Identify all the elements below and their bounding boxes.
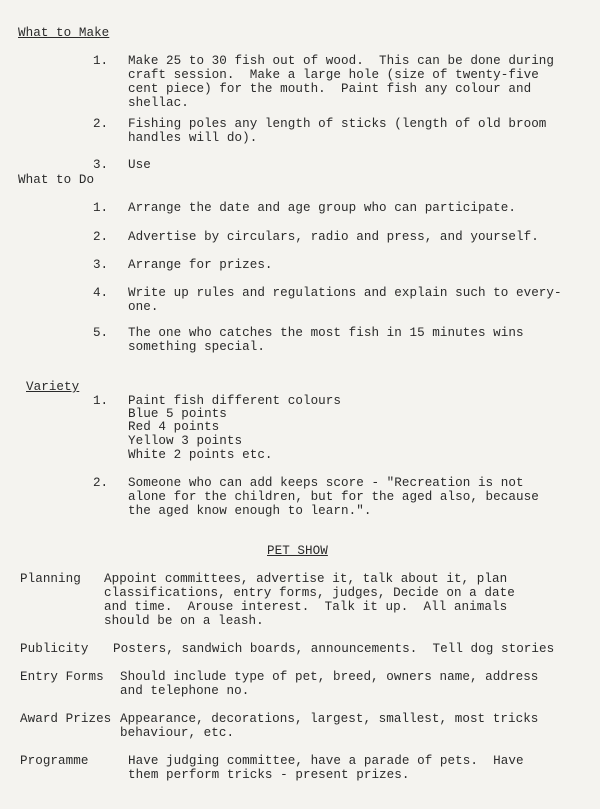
row-label: Award Prizes: [20, 712, 112, 726]
item-line: Paint fish different colours: [128, 394, 342, 408]
item-line: shellac.: [128, 96, 189, 110]
item-line: Write up rules and regulations and explain such to every-: [128, 286, 562, 300]
row-line: behaviour, etc.: [120, 726, 235, 740]
row-line: and telephone no.: [120, 684, 250, 698]
item-line: Arrange the date and age group who can participate.: [128, 201, 516, 215]
row-label: Publicity: [20, 642, 89, 656]
row-line: Appoint committees, advertise it, talk about it, plan: [104, 572, 508, 586]
row-line: and time. Arouse interest. Talk it up. All animals: [104, 600, 508, 614]
item-line: White 2 points etc.: [128, 448, 273, 462]
row-label: Entry Forms: [20, 670, 104, 684]
row-line: Have judging committee, have a parade of pets. Have: [128, 754, 524, 768]
item-line: the aged know enough to learn.".: [128, 504, 372, 518]
item-number: 2.: [93, 117, 109, 131]
item-line: Make 25 to 30 fish out of wood. This can be done during: [128, 54, 555, 68]
item-line: handles will do).: [128, 131, 258, 145]
item-number: 5.: [93, 326, 109, 340]
item-number: 3.: [93, 258, 109, 272]
item-line: Use: [128, 158, 151, 172]
item-line: craft session. Make a large hole (size of twenty-five: [128, 68, 539, 82]
heading-variety: Variety: [26, 380, 80, 394]
row-line: classifications, entry forms, judges, Decide on a date: [104, 586, 515, 600]
row-label: Planning: [20, 572, 81, 586]
row-line: Should include type of pet, breed, owners name, address: [120, 670, 539, 684]
item-line: Blue 5 points: [128, 407, 227, 421]
item-line: Advertise by circulars, radio and press, and yourself.: [128, 230, 539, 244]
item-number: 3.: [93, 158, 109, 172]
item-line: something special.: [128, 340, 265, 354]
item-number: 1.: [93, 54, 109, 68]
heading-what-to-do: What to Do: [18, 173, 95, 187]
item-line: cent piece) for the mouth. Paint fish any colour and: [128, 82, 532, 96]
item-number: 2.: [93, 230, 109, 244]
pet-show-title: PET SHOW: [267, 544, 328, 558]
row-line: Posters, sandwich boards, announcements. Tell dog stories: [113, 642, 555, 656]
item-number: 1.: [93, 201, 109, 215]
item-line: Yellow 3 points: [128, 434, 243, 448]
item-line: Fishing poles any length of sticks (length of old broom: [128, 117, 547, 131]
item-line: Someone who can add keeps score - "Recreation is not: [128, 476, 524, 490]
item-number: 1.: [93, 394, 109, 408]
item-line: Red 4 points: [128, 420, 220, 434]
item-number: 4.: [93, 286, 109, 300]
row-line: should be on a leash.: [104, 614, 264, 628]
item-line: one.: [128, 300, 159, 314]
item-number: 2.: [93, 476, 109, 490]
row-line: Appearance, decorations, largest, smallest, most tricks: [120, 712, 539, 726]
heading-what-to-make: What to Make: [18, 26, 110, 40]
item-line: The one who catches the most fish in 15 minutes wins: [128, 326, 524, 340]
row-label: Programme: [20, 754, 89, 768]
row-line: them perform tricks - present prizes.: [128, 768, 410, 782]
item-line: alone for the children, but for the aged also, because: [128, 490, 539, 504]
item-line: Arrange for prizes.: [128, 258, 273, 272]
